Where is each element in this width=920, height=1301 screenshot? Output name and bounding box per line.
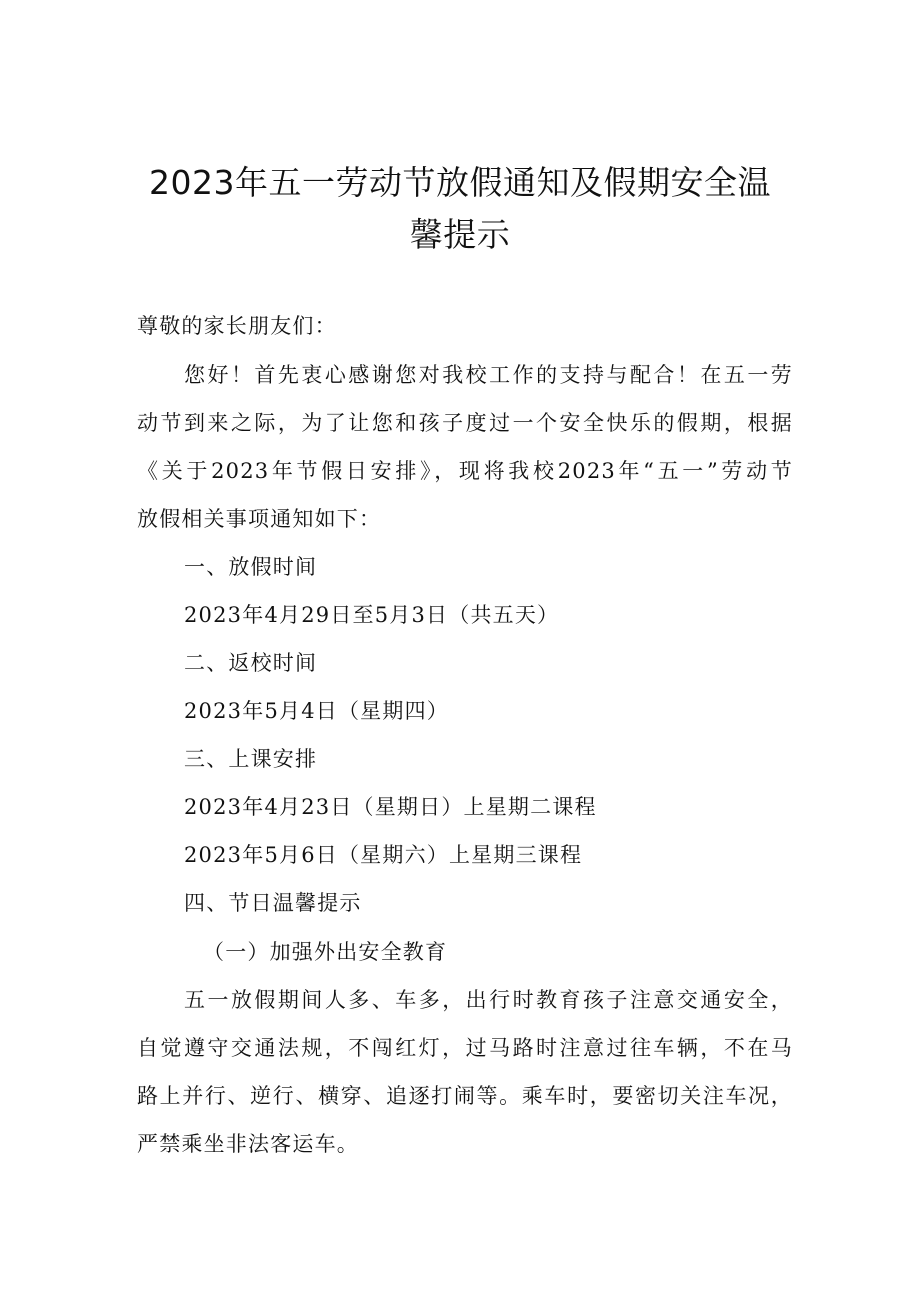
- safety-line-1: 五一放假期间人多、车多，出行时教育孩子注意交通安全，: [184, 988, 793, 1012]
- greeting: 尊敬的家长朋友们：: [137, 314, 337, 338]
- intro-line-4: 放假相关事项通知如下：: [137, 507, 382, 531]
- intro-line-1: 您好！首先衷心感谢您对我校工作的支持与配合！在五一劳: [184, 363, 793, 387]
- document-title-line-2: 馨提示: [409, 215, 511, 254]
- return-detail: 2023年5月4日（星期四）: [184, 699, 449, 723]
- safety-line-3: 路上并行、逆行、横穿、追逐打闹等。乘车时，要密切关注车况，: [137, 1084, 793, 1108]
- intro-line-2: 动节到来之际，为了让您和孩子度过一个安全快乐的假期，根据: [137, 411, 793, 435]
- holiday-heading: 一、放假时间: [184, 555, 318, 579]
- class-heading: 三、上课安排: [184, 747, 318, 771]
- intro-line-3: 《关于2023年节假日安排》，现将我校2023年“五一”劳动节: [137, 459, 793, 483]
- class-detail-1: 2023年4月23日（星期日）上星期二课程: [184, 795, 597, 819]
- return-heading: 二、返校时间: [184, 651, 318, 675]
- tips-subheading-1: （一）加强外出安全教育: [203, 940, 448, 964]
- safety-line-4: 严禁乘坐非法客运车。: [137, 1132, 359, 1156]
- tips-heading: 四、节日温馨提示: [184, 891, 362, 915]
- safety-line-2: 自觉遵守交通法规，不闯红灯，过马路时注意过往车辆，不在马: [137, 1036, 793, 1060]
- document-title-line-1: 2023年五一劳动节放假通知及假期安全温: [149, 163, 771, 202]
- holiday-detail: 2023年4月29日至5月3日（共五天）: [184, 603, 560, 627]
- class-detail-2: 2023年5月6日（星期六）上星期三课程: [184, 843, 583, 867]
